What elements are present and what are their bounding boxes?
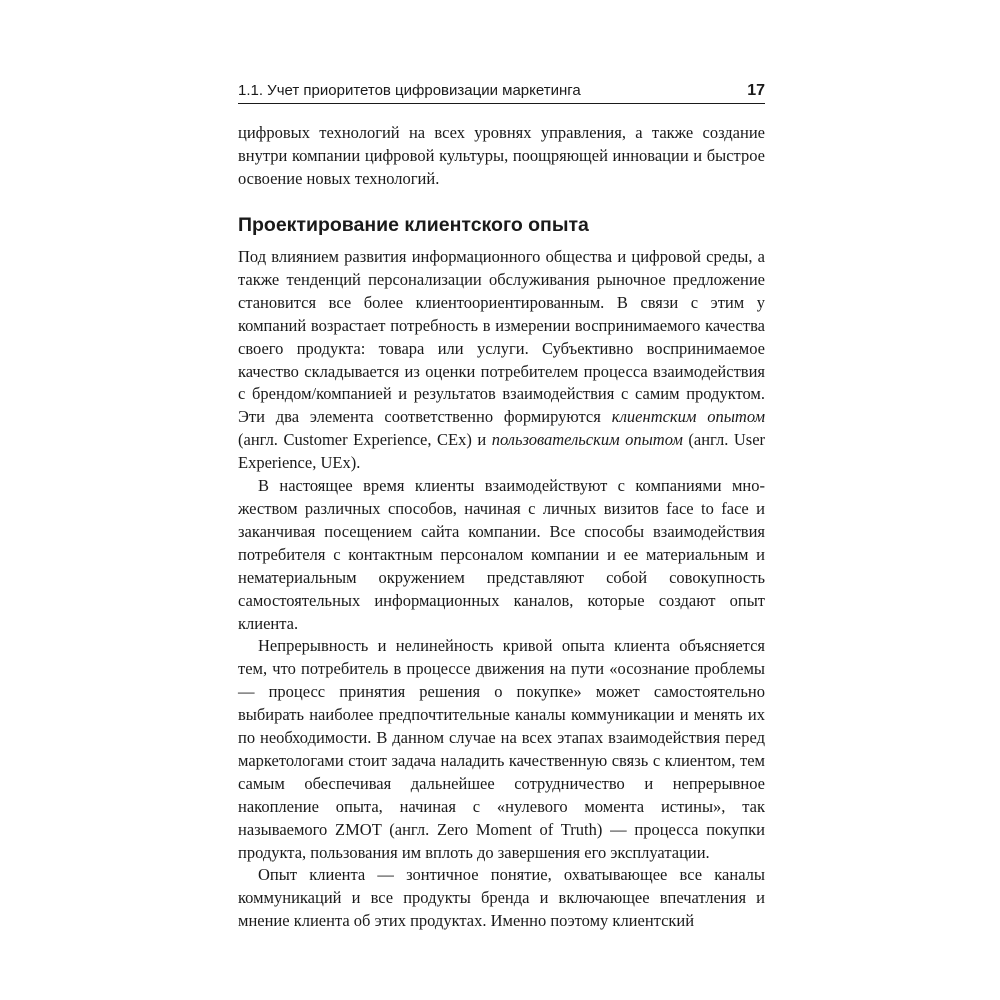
page-number: 17 xyxy=(747,82,765,99)
term-user-experience: пользовательским опытом xyxy=(491,430,683,450)
paragraph-1-part-1: Под влиянием развития информационного общества и цифровой среды, а также тенденций персонализации обслуживания рыночное предложение становится все более клиентоориентированным. В связи с этим у компаний возрастает потребность в измерении воспринимаемого качества своего продукта: товара или услуги. Субъективно воспринимаемое качество складывается из оценки потребителем процесса взаимодействия с брендом/компанией и результатов взаимодействия с самим продуктом. Эти два элемента соответственно формируются xyxy=(238,247,765,427)
running-title: 1.1. Учет приоритетов цифровизации маркетинга xyxy=(238,82,581,99)
term-customer-experience: клиентским опытом xyxy=(611,407,765,427)
intro-paragraph-block xyxy=(238,122,765,191)
paragraph-2: В настоящее время клиенты взаимодействуют с компаниями множеством различных способов, начиная с личных визитов face to face и заканчивая посещением сайта компании. Все способы взаимодействия потребителя с контактным персоналом компании и ее материальным и нематериальным окружением представляют собой совокупность самостоятельных информационных каналов, которые создают опыт клиента. xyxy=(238,476,765,633)
running-header xyxy=(238,79,765,104)
paragraph-4: Опыт клиента — зонтичное понятие, охватывающее все каналы коммуникаций и все продукты бренда и включающее впечатления и мнение клиента об этих продуктах. Именно поэтому клиентский xyxy=(238,865,765,931)
paragraph-1-part-2: (англ. Customer Experience, CEx) и xyxy=(238,430,487,450)
book-page xyxy=(238,0,765,1000)
section-heading: Проектирование клиентского опыта xyxy=(238,214,589,236)
paragraph-1-part-3: (англ. User Experience, UEx). xyxy=(238,430,766,473)
intro-paragraph: цифровых технологий на всех уровнях управления, а также создание внутри компании цифровой культуры, поощряющей инновации и быстрое освоение новых технологий. xyxy=(238,123,765,188)
section-body xyxy=(238,246,765,933)
paragraph-3: Непрерывность и нелинейность кривой опыта клиента объясняется тем, что потребитель в процессе движения на пути «осознание проблемы — процесс принятия решения о покупке» может самостоятельно выбирать наиболее предпочтительные каналы коммуникации и менять их по необходимости. В данном случае на всех этапах взаимодействия перед маркетологами стоит задача наладить качественную связь с клиентом, тем самым обеспечивая дальнейшее сотрудничество и непрерывное накопление опыта, начиная с «нулевого момента истины», так называемого ZMOT (англ. Zero Moment of Truth) — процесса покупки продукта, пользования им вплоть до завершения его эксплуатации. xyxy=(238,636,765,862)
paragraph-1 xyxy=(238,246,765,475)
